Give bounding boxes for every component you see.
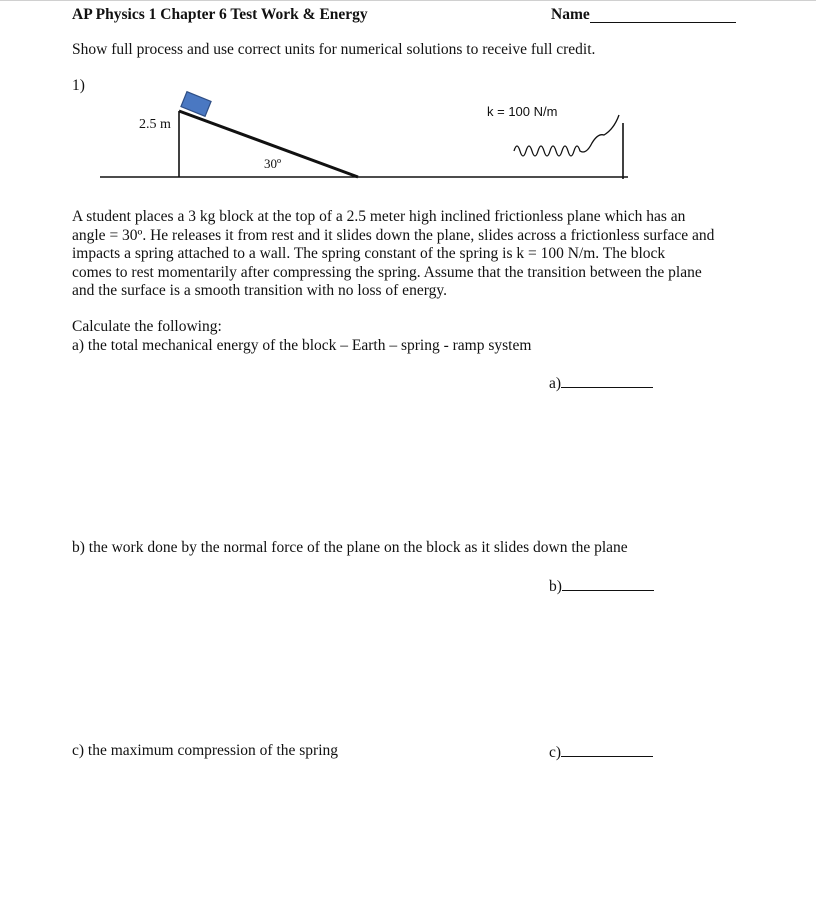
incline-height-label: 2.5 m [139,117,171,132]
test-title: AP Physics 1 Chapter 6 Test Work & Energy [72,6,368,23]
part-a-answer[interactable] [549,373,653,393]
spring-constant-label: k = 100 N/m [487,104,558,119]
part-a-answer-label: a) [549,375,562,392]
name-blank-line[interactable] [590,22,736,23]
problem-line: and the surface is a smooth transition with no loss of energy. [72,282,447,299]
part-c-answer[interactable] [549,742,653,762]
problem-statement [72,208,752,301]
incline-angle-label: 30º [264,156,282,171]
part-c-question: c) the maximum compression of the spring [72,742,339,759]
problem-line: angle = 30º. He releases it from rest and it slides down the plane, slides across a frictionless surface and [72,226,715,244]
problem-line: impacts a spring attached to a wall. The spring constant of the spring is k = 100 N/m. The block [72,245,666,262]
part-b-answer-line[interactable] [562,576,654,591]
problem-line: A student places a 3 kg block at the top of a 2.5 meter high inclined frictionless plane which has an [72,208,686,225]
incline-spring-diagram [96,85,636,185]
question-number: 1) [72,77,85,94]
part-b-question: b) the work done by the normal force of the plane on the block as it slides down the plane [72,539,628,556]
part-a-answer-line[interactable] [561,373,653,388]
name-label: Name [551,6,590,23]
part-c-answer-line[interactable] [561,742,653,757]
instructions: Show full process and use correct units for numerical solutions to receive full credit. [72,41,596,58]
page-top-border [0,0,816,1]
part-a-question: a) the total mechanical energy of the block – Earth – spring - ramp system [72,337,532,354]
part-b-answer[interactable] [549,576,654,596]
spring-coil [514,115,619,156]
part-b-answer-label: b) [549,578,562,595]
part-c-answer-label: c) [549,744,562,761]
calculate-heading: Calculate the following: [72,318,222,335]
problem-line: comes to rest momentarily after compressing the spring. Assume that the transition between the plane [72,263,702,281]
